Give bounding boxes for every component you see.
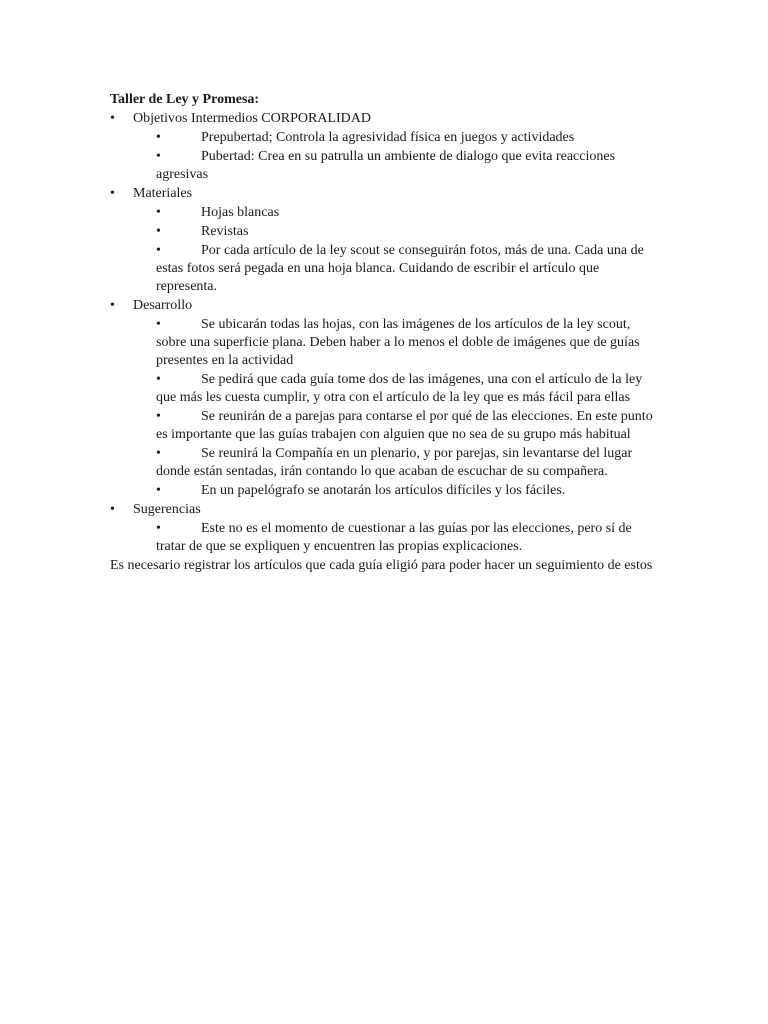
list-item [156, 129, 660, 147]
bullet-icon: • [156, 130, 161, 145]
list-item [156, 223, 660, 241]
sections-list [110, 110, 660, 556]
section [110, 110, 660, 128]
list-item [156, 242, 660, 296]
list-item [156, 204, 660, 222]
bullet-icon: • [156, 409, 161, 424]
bullet-icon: • [110, 298, 115, 313]
bullet-icon: • [156, 483, 161, 498]
list-item [156, 408, 660, 444]
list-item-text: Se reunirá la Compañía en un plenario, y por parejas, sin levantarse del lugar donde están sentadas, irán contando lo que acaban de escuchar de su compañera. [156, 446, 633, 479]
list-item [156, 520, 660, 556]
list-item [156, 445, 660, 481]
list-item-text: Por cada artículo de la ley scout se conseguirán fotos, más de una. Cada una de estas fotos será pegada en una hoja blanca. Cuidando de escribir el artículo que representa. [156, 243, 644, 294]
list-item-text: Pubertad: Crea en su patrulla un ambiente de dialogo que evita reacciones agresivas [156, 149, 616, 182]
list-item-text: Se reunirán de a parejas para contarse el por qué de las elecciones. En este punto es importante que las guías trabajen con alguien que no sea de su grupo más habitual [156, 409, 653, 442]
list-item [156, 371, 660, 407]
bullet-icon: • [156, 149, 161, 164]
list-item-text: Este no es el momento de cuestionar a las guías por las elecciones, pero sí de tratar de que se expliquen y encuentren las propias explicaciones. [156, 521, 632, 554]
bullet-icon: • [156, 224, 161, 239]
document-title: Taller de Ley y Promesa: [110, 92, 260, 107]
bullet-icon: • [110, 111, 115, 126]
footer-note: Es necesario registrar los artículos que cada guía eligió para poder hacer un seguimiento de estos [110, 558, 653, 573]
section [110, 297, 660, 315]
section [110, 185, 660, 203]
list-item-text: Hojas blancas [201, 205, 280, 220]
list-item-text: Se ubicarán todas las hojas, con las imágenes de los artículos de la ley scout, sobre una superficie plana. Deben haber a lo menos el doble de imágenes que de guías presentes en la actividad [156, 317, 640, 368]
bullet-icon: • [156, 243, 161, 258]
list-item [156, 316, 660, 370]
section-label: Desarrollo [133, 298, 193, 313]
section-label: Materiales [133, 186, 193, 201]
section [110, 501, 660, 519]
list-item [156, 482, 660, 500]
bullet-icon: • [156, 521, 161, 536]
section-label: Sugerencias [133, 502, 201, 517]
bullet-icon: • [156, 317, 161, 332]
list-item [156, 148, 660, 184]
section-label: Objetivos Intermedios CORPORALIDAD [133, 111, 371, 126]
bullet-icon: • [156, 372, 161, 387]
bullet-icon: • [110, 186, 115, 201]
list-item-text: Revistas [201, 224, 249, 239]
list-item-text: En un papelógrafo se anotarán los artículos difíciles y los fáciles. [201, 483, 566, 498]
document-page [110, 91, 660, 575]
list-item-text: Prepubertad; Controla la agresividad física en juegos y actividades [201, 130, 575, 145]
bullet-icon: • [110, 502, 115, 517]
bullet-icon: • [156, 205, 161, 220]
bullet-icon: • [156, 446, 161, 461]
list-item-text: Se pedirá que cada guía tome dos de las imágenes, una con el artículo de la ley que más les cuesta cumplir, y otra con el artículo de la ley que es más fácil para ellas [156, 372, 643, 405]
